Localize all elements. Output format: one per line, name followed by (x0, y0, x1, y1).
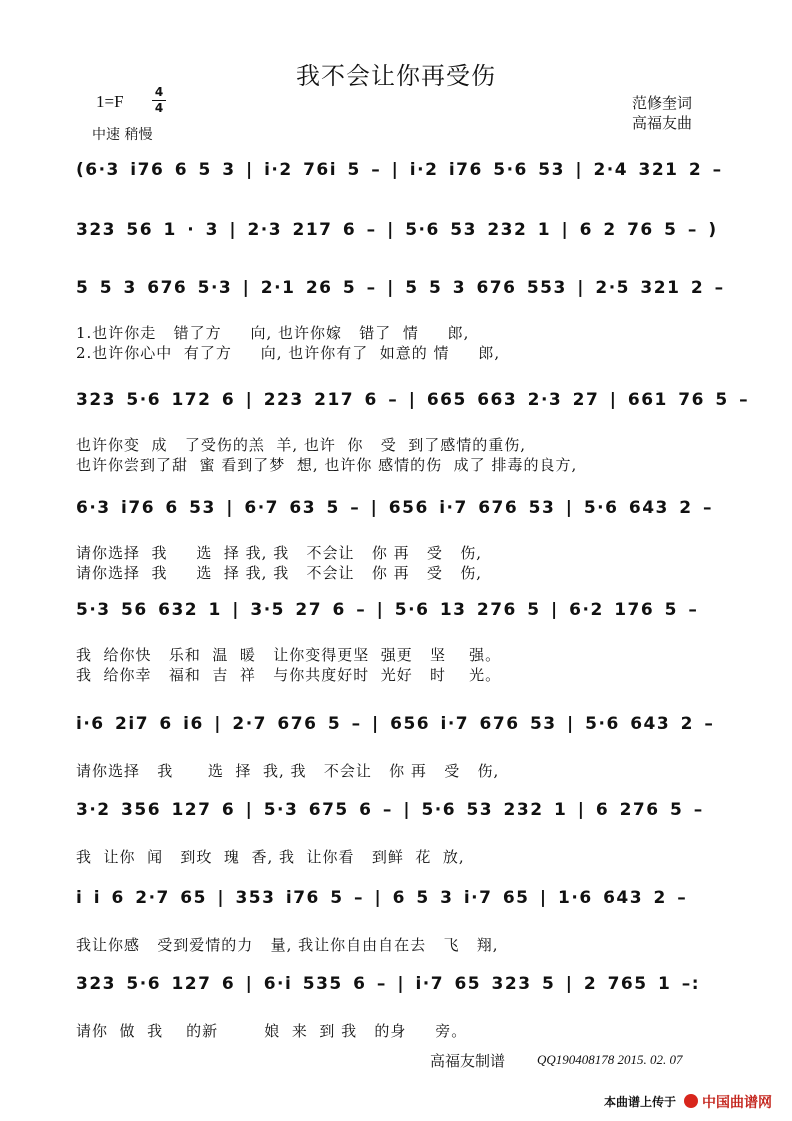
notation-line: 5 5 3 676 5·3 | 2·1 26 5 – | 5 5 3 676 553 | 2·5 321 2 – (76, 278, 725, 298)
composer-credit: 高福友曲 (632, 114, 693, 132)
notation-line: 5·3 56 632 1 | 3·5 27 6 – | 5·6 13 276 5 | 6·2 176 5 – (76, 600, 699, 620)
notation-line: 323 5·6 127 6 | 6·i 535 6 – | i·7 65 323 5 | 2 765 1 –: (76, 974, 701, 994)
time-signature-bottom: 4 (154, 101, 164, 115)
key-signature: 1=F (96, 92, 124, 111)
lyric-line: 请你选择 我 选 择 我, 我 不会让 你 再 受 伤, (76, 762, 500, 780)
notation-line: i·6 2i7 6 i6 | 2·7 676 5 – | 656 i·7 676 53 | 5·6 643 2 – (76, 714, 715, 734)
arranger-signature: 高福友制谱 (430, 1052, 506, 1070)
lyric-verse-1: 请你选择 我 选 择 我, 我 不会让 你 再 受 伤, (76, 544, 482, 562)
tempo-marking: 中速 稍慢 (92, 127, 153, 143)
time-signature-top: 4 (154, 85, 164, 99)
lyric-verse-2: 请你选择 我 选 择 我, 我 不会让 你 再 受 伤, (76, 564, 482, 582)
time-signature (152, 86, 166, 115)
site-logo[interactable]: 中国曲谱网 (702, 1095, 772, 1111)
notation-line: 6·3 i76 6 53 | 6·7 63 5 – | 656 i·7 676 53 | 5·6 643 2 – (76, 498, 714, 518)
lyric-verse-2: 我 给你幸 福和 吉 祥 与你共度好时 光好 时 光。 (76, 666, 502, 684)
lyric-verse-1: 1.也许你走 错了方 向, 也许你嫁 错了 情 郎, (76, 324, 470, 342)
lyric-verse-1: 也许你变 成 了受伤的羔 羊, 也许 你 受 到了感情的重伤, (76, 436, 527, 454)
lyricist-credit: 范修奎词 (632, 94, 693, 112)
song-title: 我不会让你再受伤 (296, 62, 496, 90)
site-logo-icon (684, 1094, 698, 1108)
lyric-line: 我让你感 受到爱情的力 量, 我让你自由自在去 飞 翔, (76, 936, 499, 954)
contact-date: QQ190408178 2015. 02. 07 (537, 1052, 683, 1067)
notation-line: 323 5·6 172 6 | 223 217 6 – | 665 663 2·3 27 | 661 76 5 – (76, 390, 750, 410)
lyric-verse-1: 我 给你快 乐和 温 暖 让你变得更坚 强更 坚 强。 (76, 646, 502, 664)
notation-line: 323 56 1 · 3 | 2·3 217 6 – | 5·6 53 232 1 | 6 2 76 5 – ) (76, 220, 718, 240)
notation-line: i i 6 2·7 65 | 353 i76 5 – | 6 5 3 i·7 65 | 1·6 643 2 – (76, 888, 688, 908)
lyric-line: 我 让你 闻 到玫 瑰 香, 我 让你看 到鲜 花 放, (76, 848, 465, 866)
lyric-verse-2: 2.也许你心中 有了方 向, 也许你有了 如意的 情 郎, (76, 344, 501, 362)
upload-notice: 本曲谱上传于 (604, 1095, 677, 1109)
lyric-verse-2: 也许你尝到了甜 蜜 看到了梦 想, 也许你 感情的伤 成了 排毒的良方, (76, 456, 578, 474)
notation-line: 3·2 356 127 6 | 5·3 675 6 – | 5·6 53 232 1 | 6 276 5 – (76, 800, 704, 820)
lyric-line: 请你 做 我 的新 娘 来 到 我 的身 旁。 (76, 1022, 468, 1040)
notation-line: (6·3 i76 6 5 3 | i·2 76i 5 – | i·2 i76 5·6 53 | 2·4 321 2 – (76, 160, 723, 180)
